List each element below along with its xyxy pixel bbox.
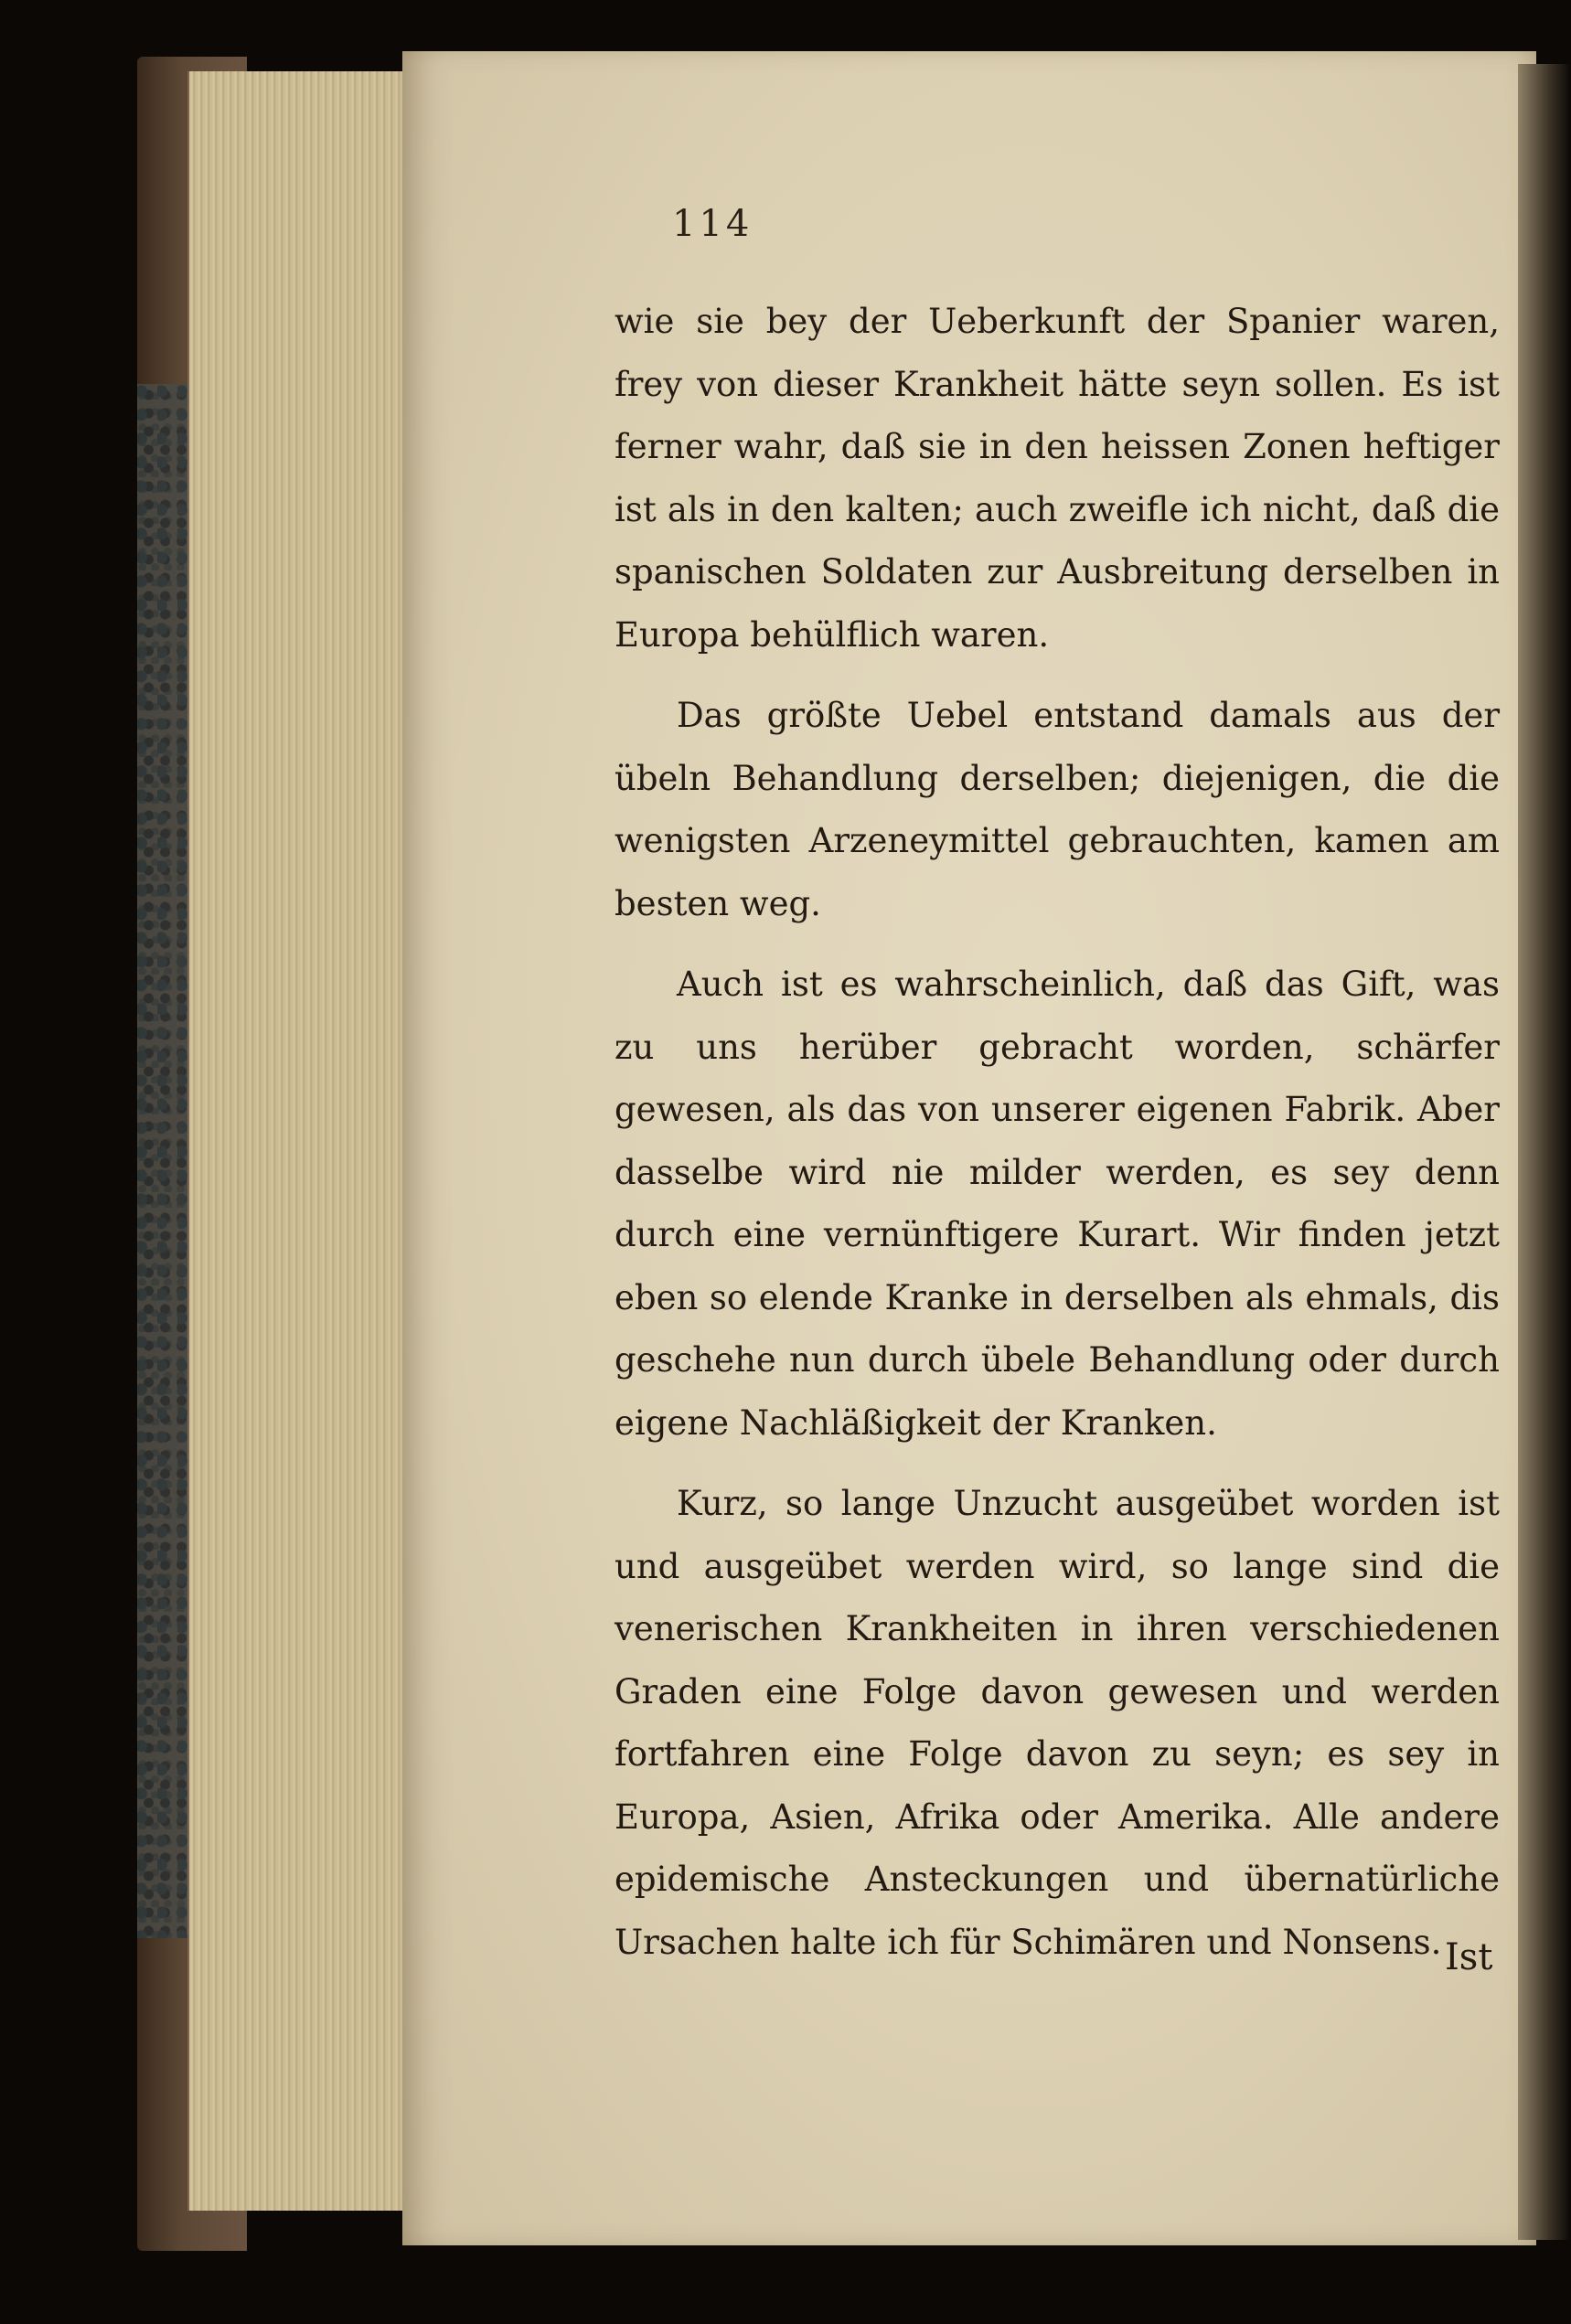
- paragraph-2: Das größte Uebel entstand damals aus der übeln Behandlung derselben; diejenigen, die die wenigsten Arzeneymittel gebrauchten, kamen am besten weg.: [615, 696, 1500, 923]
- marbled-cover-edge: [137, 384, 192, 1938]
- paragraph-4: Kurz, so lange Unzucht ausgeübet worden ist und ausgeübet werden wird, so lange sind die venerischen Krankheiten in ihren verschiedenen Graden eine Folge davon gewesen und werden fortfahren eine Folge davon zu seyn; es sey in Europa, Asien, Afrika oder Amerika. Alle andere epidemische Ansteckungen und übernatürliche Ursachen halte ich für Schimären und Nonsens.: [615, 1484, 1500, 1962]
- paragraph-1: wie sie bey der Ueberkunft der Spanier waren, frey von dieser Krankheit hätte seyn sollen. Es ist ferner wahr, daß sie in den heissen Zonen heftiger ist als in den kalten; auch zweifle ich nicht, daß die spanischen Soldaten zur Ausbreitung derselben in Europa behülflich waren.: [615, 302, 1500, 655]
- page-edges: [187, 71, 409, 2211]
- catchword: Ist: [1445, 1936, 1493, 1978]
- body-text: [615, 291, 1500, 1974]
- paragraph-3: Auch ist es wahrscheinlich, daß das Gift, was zu uns herüber gebracht worden, schärfer gewesen, als das von unserer eigenen Fabrik. Aber dasselbe wird nie milder werden, es sey denn durch eine vernünftigere Kurart. Wir finden jetzt eben so elende Kranke in derselben als ehmals, dis geschehe nun durch übele Behandlung oder durch eigene Nachläßigkeit der Kranken.: [615, 965, 1500, 1443]
- page-gutter-shadow: [1518, 64, 1571, 2240]
- page-number: 114: [672, 203, 753, 245]
